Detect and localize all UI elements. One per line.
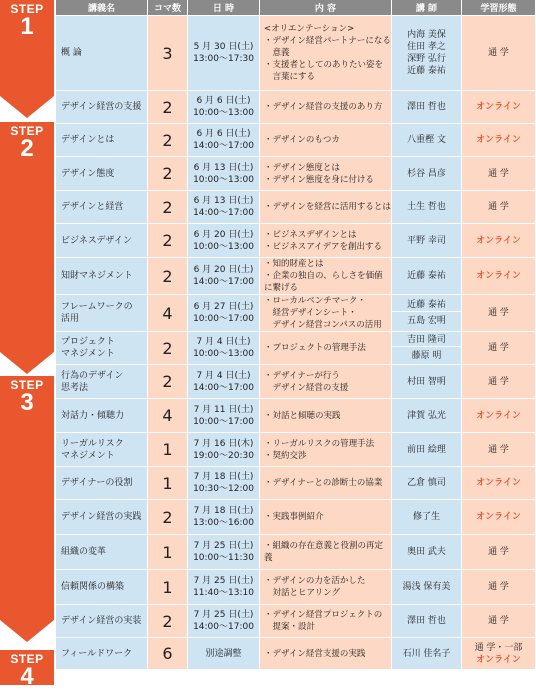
lecturer-name: 吉田 隆司: [407, 335, 446, 345]
lecture-name: 組織の変革: [61, 547, 107, 557]
content-line: ・デザイン経営の支援のあり方: [264, 102, 383, 112]
datetime-cell: [188, 91, 260, 124]
step-number: 1: [20, 13, 34, 40]
table-header-row: [56, 0, 536, 16]
lecturer-cell: [392, 570, 462, 605]
lecturer-name: 澤田 哲也: [407, 102, 446, 112]
attendance-badge: 通 学: [488, 343, 509, 353]
online-badge: オンライン: [476, 512, 521, 522]
table-row: [56, 124, 536, 157]
koma-count: 2: [148, 258, 188, 295]
lecture-name: リーガルリスク: [61, 438, 124, 449]
learning-form-cell: [462, 295, 536, 332]
table-row: [56, 467, 536, 500]
datetime-line: 11:40～13:10: [193, 588, 254, 598]
datetime-line: 7 月 25 日(土): [193, 610, 254, 620]
lecture-name-cell: [56, 467, 148, 500]
koma-count: 1: [148, 467, 188, 500]
lecturer-name: 前田 絵理: [407, 444, 446, 455]
step-label: STEP: [10, 124, 44, 138]
lecture-name: 知財マネジメント: [61, 271, 133, 281]
lecturer-cell: [392, 535, 462, 570]
attendance-badge: 通 学: [488, 168, 509, 179]
datetime-line: 10:00～13:00: [193, 241, 254, 252]
learning-form-cell: [462, 605, 536, 638]
content-line: ・企業の独自の、らしさを価値に繋げる: [264, 271, 383, 293]
lecturer-name: 近藤 泰祐: [407, 66, 446, 76]
content-cell: [260, 157, 392, 191]
learning-form-cell: [462, 258, 536, 295]
step-label: STEP: [10, 2, 44, 16]
table-row: [56, 295, 536, 332]
datetime-line: 14:00～17:00: [193, 382, 254, 393]
datetime-line: 5 月 30 日(土): [193, 42, 254, 52]
table-row: [56, 433, 536, 467]
lecturer-cell: [392, 124, 462, 157]
lecture-name: フレームワークの: [61, 302, 133, 312]
lecture-name: デザイン経営の実践: [61, 512, 142, 522]
datetime-cell: [188, 295, 260, 332]
learning-form-cell: [462, 157, 536, 191]
content-cell: [260, 295, 392, 332]
lecturer-name: 澤田 哲也: [407, 616, 446, 626]
header-datetime: 日 時: [188, 0, 260, 16]
datetime-cell: [188, 570, 260, 605]
lecture-name-cell: [56, 365, 148, 399]
datetime-line: 7 月 11 日(土): [193, 404, 254, 415]
step-arrow-down-icon: [0, 352, 54, 374]
online-badge: オンライン: [476, 102, 521, 112]
learning-form-cell: [462, 191, 536, 224]
header-lecturer: 講 師: [392, 0, 462, 16]
lecturer-name: 近藤 泰祐: [407, 300, 446, 310]
lecturer-cell: [392, 224, 462, 258]
lecturer-cell: [392, 433, 462, 467]
koma-count: 2: [148, 157, 188, 191]
datetime-cell: [188, 224, 260, 258]
datetime-cell: [188, 124, 260, 157]
datetime-cell: [188, 500, 260, 535]
learning-form-cell: [462, 124, 536, 157]
content-line: ・デザイン態度を身に付ける: [264, 174, 374, 185]
table-row: [56, 605, 536, 638]
koma-count: 2: [148, 332, 188, 365]
attendance-badge: 通 学: [488, 376, 509, 387]
header-content: 内 容: [260, 0, 392, 16]
lecturer-cell: [392, 157, 462, 191]
learning-form-cell: [462, 467, 536, 500]
lecture-name: 思考法: [61, 382, 89, 393]
koma-count: 6: [148, 638, 188, 670]
datetime-line: 7 月 4 日(土): [196, 337, 251, 347]
content-line: ・知的財産とは: [264, 259, 324, 269]
content-cell: [260, 258, 392, 295]
datetime-line: 10:00～11:30: [193, 553, 254, 563]
content-line: ・デザイナーとの診断士の協業: [264, 478, 383, 488]
datetime-line: 10:00～17:00: [193, 416, 254, 427]
step-number: 2: [20, 135, 34, 162]
koma-count: 4: [148, 399, 188, 433]
content-line: ・リーガルリスクの管理手法: [264, 438, 375, 449]
datetime-cell: [188, 157, 260, 191]
content-line: 経営デザインシート・: [264, 308, 357, 318]
header-koma: コマ数: [148, 0, 188, 16]
step-arrow-down-icon: [0, 620, 54, 642]
lecturer-name: 平野 幸司: [407, 235, 446, 246]
content-line: 意義: [264, 48, 290, 58]
lecture-name: 概 論: [61, 48, 82, 58]
content-line: ・デザイン態度とは: [264, 162, 340, 173]
content-cell: [260, 605, 392, 638]
datetime-line: 10:00～13:00: [193, 108, 254, 118]
datetime-line: 6 月 13 日(土): [193, 162, 254, 173]
content-line: 対話とヒアリング: [264, 588, 340, 598]
koma-count: 2: [148, 91, 188, 124]
table-row: [56, 332, 536, 365]
content-cell: [260, 91, 392, 124]
datetime-line: 別途調整: [205, 648, 242, 659]
datetime-line: 7 月 18 日(土): [193, 506, 254, 516]
lecture-name-cell: [56, 295, 148, 332]
content-line: デザイン経営コンパスの活用: [264, 320, 382, 330]
content-line: ・実践事例紹介: [264, 512, 324, 522]
datetime-line: 14:00～17:00: [193, 622, 254, 632]
content-cell: [260, 570, 392, 605]
datetime-cell: [188, 535, 260, 570]
content-cell: [260, 365, 392, 399]
datetime-line: 10:00～13:00: [193, 349, 254, 359]
lecture-name: 活用: [61, 314, 80, 324]
datetime-line: 7 月 4 日(土): [196, 370, 251, 381]
online-badge: オンライン: [476, 135, 521, 145]
koma-count: 1: [148, 535, 188, 570]
attendance-badge: 通 学: [488, 616, 509, 626]
datetime-line: 13:00～16:00: [193, 518, 254, 528]
step-number: 4: [20, 663, 34, 690]
datetime-line: 14:00～17:00: [193, 208, 254, 218]
lecture-name: 対話力・傾聴力: [61, 410, 125, 421]
datetime-cell: [188, 605, 260, 638]
attendance-badge: 通 学: [488, 308, 509, 318]
step-label: STEP: [10, 652, 44, 666]
lecture-name-cell: [56, 224, 148, 258]
content-line: ・デザインを経営に活用するとは: [264, 202, 391, 212]
lecture-name: デザイナーの役割: [61, 478, 133, 488]
lecture-name-cell: [56, 157, 148, 191]
datetime-line: 7 月 16 日(木): [193, 438, 254, 449]
learning-form-cell: [462, 224, 536, 258]
datetime-line: 7 月 25 日(土): [193, 541, 254, 551]
lecturer-cell: [392, 16, 462, 91]
koma-count: 1: [148, 433, 188, 467]
online-badge: オンライン: [476, 271, 521, 281]
table-row: [56, 638, 536, 670]
step-1-marker: [0, 0, 54, 96]
table-row: [56, 224, 536, 258]
lecture-name-cell: [56, 638, 148, 670]
content-line: ・契約交渉: [264, 450, 307, 461]
lecturer-name: 津賀 弘光: [407, 410, 446, 421]
attendance-badge: 通 学: [488, 547, 509, 557]
content-line: <オリエンテーション>: [264, 24, 355, 34]
attendance-badge: 通 学: [488, 202, 509, 212]
lecture-name-cell: [56, 124, 148, 157]
table-row: [56, 535, 536, 570]
learning-form-cell: [462, 16, 536, 91]
learning-form-cell: [462, 570, 536, 605]
content-cell: [260, 332, 392, 365]
datetime-cell: [188, 433, 260, 467]
koma-count: 4: [148, 295, 188, 332]
datetime-line: 6 月 20 日(土): [193, 265, 254, 275]
online-badge: オンライン: [476, 235, 521, 246]
content-line: ・ビジネスデザインとは: [264, 229, 357, 240]
lecturer-cell: [392, 91, 462, 124]
content-line: ・支援者としてのありたい姿を: [264, 60, 384, 70]
header-learning-form: 学習形態: [462, 0, 536, 16]
datetime-line: 6 月 6 日(土): [196, 129, 251, 139]
datetime-line: 19:00～20:30: [193, 450, 254, 461]
lecturer-cell: [392, 191, 462, 224]
koma-count: 2: [148, 191, 188, 224]
step-label: STEP: [10, 378, 44, 392]
step-4-marker: [0, 650, 54, 690]
content-line: ・デザイン経営支援の実践: [264, 648, 366, 659]
attendance-badge: 通 学: [488, 48, 509, 58]
datetime-line: 14:00～17:00: [193, 277, 254, 287]
content-cell: [260, 124, 392, 157]
table-row: [56, 191, 536, 224]
lecture-name-cell: [56, 91, 148, 124]
attendance-badge: 通 学・一部: [474, 642, 523, 653]
attendance-badge: 通 学: [488, 444, 509, 455]
lecture-name: デザイン態度: [61, 168, 115, 179]
lecturer-name: 湯浅 保有美: [402, 582, 451, 592]
attendance-badge: 通 学: [488, 582, 509, 592]
lecturer-name: 内海 美保: [407, 30, 446, 40]
lecture-name-cell: [56, 332, 148, 365]
content-line: 提案・設計: [264, 622, 316, 632]
content-cell: [260, 638, 392, 670]
online-badge: オンライン: [476, 410, 521, 421]
learning-form-cell: [462, 535, 536, 570]
online-badge: オンライン: [476, 478, 521, 488]
lecturer-name: 八重樫 文: [407, 135, 446, 145]
step-arrow-down-icon: [0, 96, 54, 118]
datetime-line: 6 月 27 日(土): [193, 302, 254, 312]
datetime-cell: [188, 399, 260, 433]
koma-count: 2: [148, 605, 188, 638]
content-line: デザイン経営の支援: [264, 382, 349, 393]
content-cell: [260, 16, 392, 91]
header-lecture-name: 講義名: [56, 0, 148, 16]
lecturer-cell: [392, 605, 462, 638]
lecturer-name: 村田 智明: [407, 376, 446, 387]
learning-form-cell: [462, 638, 536, 670]
content-line: ・デザイン経営プロジェクトの: [264, 610, 383, 620]
content-line: ・デザイナーが行う: [264, 370, 340, 381]
lecture-name: プロジェクト: [61, 337, 115, 347]
datetime-cell: [188, 332, 260, 365]
step-column: [0, 0, 56, 690]
lecture-name: ビジネスデザイン: [61, 235, 132, 246]
lecture-name-cell: [56, 433, 148, 467]
content-cell: [260, 399, 392, 433]
lecture-name-cell: [56, 605, 148, 638]
lecturer-cell: [392, 258, 462, 295]
datetime-line: 6 月 20 日(土): [193, 229, 254, 240]
content-cell: [260, 224, 392, 258]
lecturer-cell: [392, 365, 462, 399]
lecture-name-cell: [56, 500, 148, 535]
lecture-name-cell: [56, 399, 148, 433]
lecturer-name: 杉谷 昌彦: [407, 168, 446, 179]
table-row: [56, 399, 536, 433]
step-number: 3: [20, 389, 34, 416]
koma-count: 2: [148, 124, 188, 157]
lecture-name-cell: [56, 535, 148, 570]
lecturer-name: 奥田 武夫: [407, 547, 446, 557]
datetime-line: 10:00～17:00: [193, 314, 254, 324]
koma-count: 2: [148, 365, 188, 399]
content-cell: [260, 500, 392, 535]
content-line: ・デザインの力を活かした: [264, 576, 366, 586]
lecture-name: フィールドワーク: [61, 648, 133, 659]
lecture-name: デザインと経営: [61, 202, 124, 212]
learning-form-cell: [462, 500, 536, 535]
step-3-marker: [0, 376, 54, 620]
lecturer-cell: [392, 467, 462, 500]
content-line: ・組織の存在意義と役割の再定義: [264, 541, 384, 563]
content-cell: [260, 467, 392, 500]
datetime-cell: [188, 258, 260, 295]
datetime-cell: [188, 16, 260, 91]
lecture-name: マネジメント: [61, 349, 115, 359]
table-row: [56, 16, 536, 91]
datetime-cell: [188, 638, 260, 670]
lecturer-name: 土生 哲也: [407, 202, 446, 212]
datetime-cell: [188, 365, 260, 399]
datetime-line: 13:00～17:30: [193, 54, 254, 64]
lecture-name: 信頼関係の構築: [61, 582, 125, 592]
lecturer-name: 乙倉 慎司: [407, 478, 446, 488]
koma-count: 3: [148, 16, 188, 91]
table-row: [56, 258, 536, 295]
lecture-name-cell: [56, 570, 148, 605]
datetime-line: 6 月 13 日(土): [193, 196, 254, 206]
lecturer-name: 五島 宏明: [392, 311, 462, 327]
lecture-name: マネジメント: [61, 450, 115, 461]
lecturer-cell: [392, 332, 462, 365]
learning-form-cell: [462, 433, 536, 467]
lecture-name: 行為のデザイン: [61, 370, 124, 381]
lecture-name: デザイン経営の支援: [61, 102, 142, 112]
datetime-line: 6 月 6 日(土): [196, 96, 251, 106]
datetime-line: 10:30～12:00: [193, 484, 254, 494]
lecturer-name: 藤原 明: [392, 346, 462, 362]
content-line: 言葉にする: [264, 72, 316, 82]
lecture-name-cell: [56, 258, 148, 295]
lecturer-cell: [392, 295, 462, 332]
lecture-name: デザインとは: [61, 135, 115, 145]
content-line: ・デザイン経営パートナーになる: [264, 36, 391, 46]
lecture-name-cell: [56, 16, 148, 91]
table-row: [56, 500, 536, 535]
learning-form-cell: [462, 399, 536, 433]
table-row: [56, 157, 536, 191]
step-2-marker: [0, 122, 54, 352]
table-row: [56, 365, 536, 399]
learning-form-cell: [462, 365, 536, 399]
lecturer-name: 近藤 泰祐: [407, 271, 446, 281]
table-row: [56, 570, 536, 605]
learning-form-cell: [462, 91, 536, 124]
lecture-name: デザイン経営の実装: [61, 616, 142, 626]
content-cell: [260, 191, 392, 224]
lecturer-name: 深野 弘行: [407, 54, 446, 64]
lecturer-name: 住田 孝之: [407, 42, 446, 52]
lecturer-cell: [392, 638, 462, 670]
content-cell: [260, 433, 392, 467]
lecturer-name: 石川 佳名子: [402, 648, 451, 659]
koma-count: 1: [148, 570, 188, 605]
datetime-line: 10:00～13:00: [193, 174, 254, 185]
content-cell: [260, 535, 392, 570]
lecturer-cell: [392, 399, 462, 433]
curriculum-table: [56, 0, 536, 670]
learning-form-cell: [462, 332, 536, 365]
datetime-cell: [188, 467, 260, 500]
lecturer-name: 修了生: [412, 512, 440, 522]
datetime-line: 14:00～17:00: [193, 141, 254, 151]
content-line: ・デザインのもつカ: [264, 135, 340, 145]
lecturer-cell: [392, 500, 462, 535]
content-line: ・ローカルベンチマーク・: [264, 296, 366, 306]
content-line: ・ビジネスアイデアを創出する: [264, 241, 382, 252]
koma-count: 2: [148, 224, 188, 258]
koma-count: 2: [148, 500, 188, 535]
table-row: [56, 91, 536, 124]
online-badge: オンライン: [476, 654, 521, 665]
datetime-cell: [188, 191, 260, 224]
datetime-line: 7 月 18 日(土): [193, 472, 254, 482]
lecture-name-cell: [56, 191, 148, 224]
datetime-line: 7 月 25 日(土): [193, 576, 254, 586]
content-line: ・プロジェクトの管理手法: [264, 343, 366, 353]
content-line: ・対話と傾聴の実践: [264, 410, 341, 421]
